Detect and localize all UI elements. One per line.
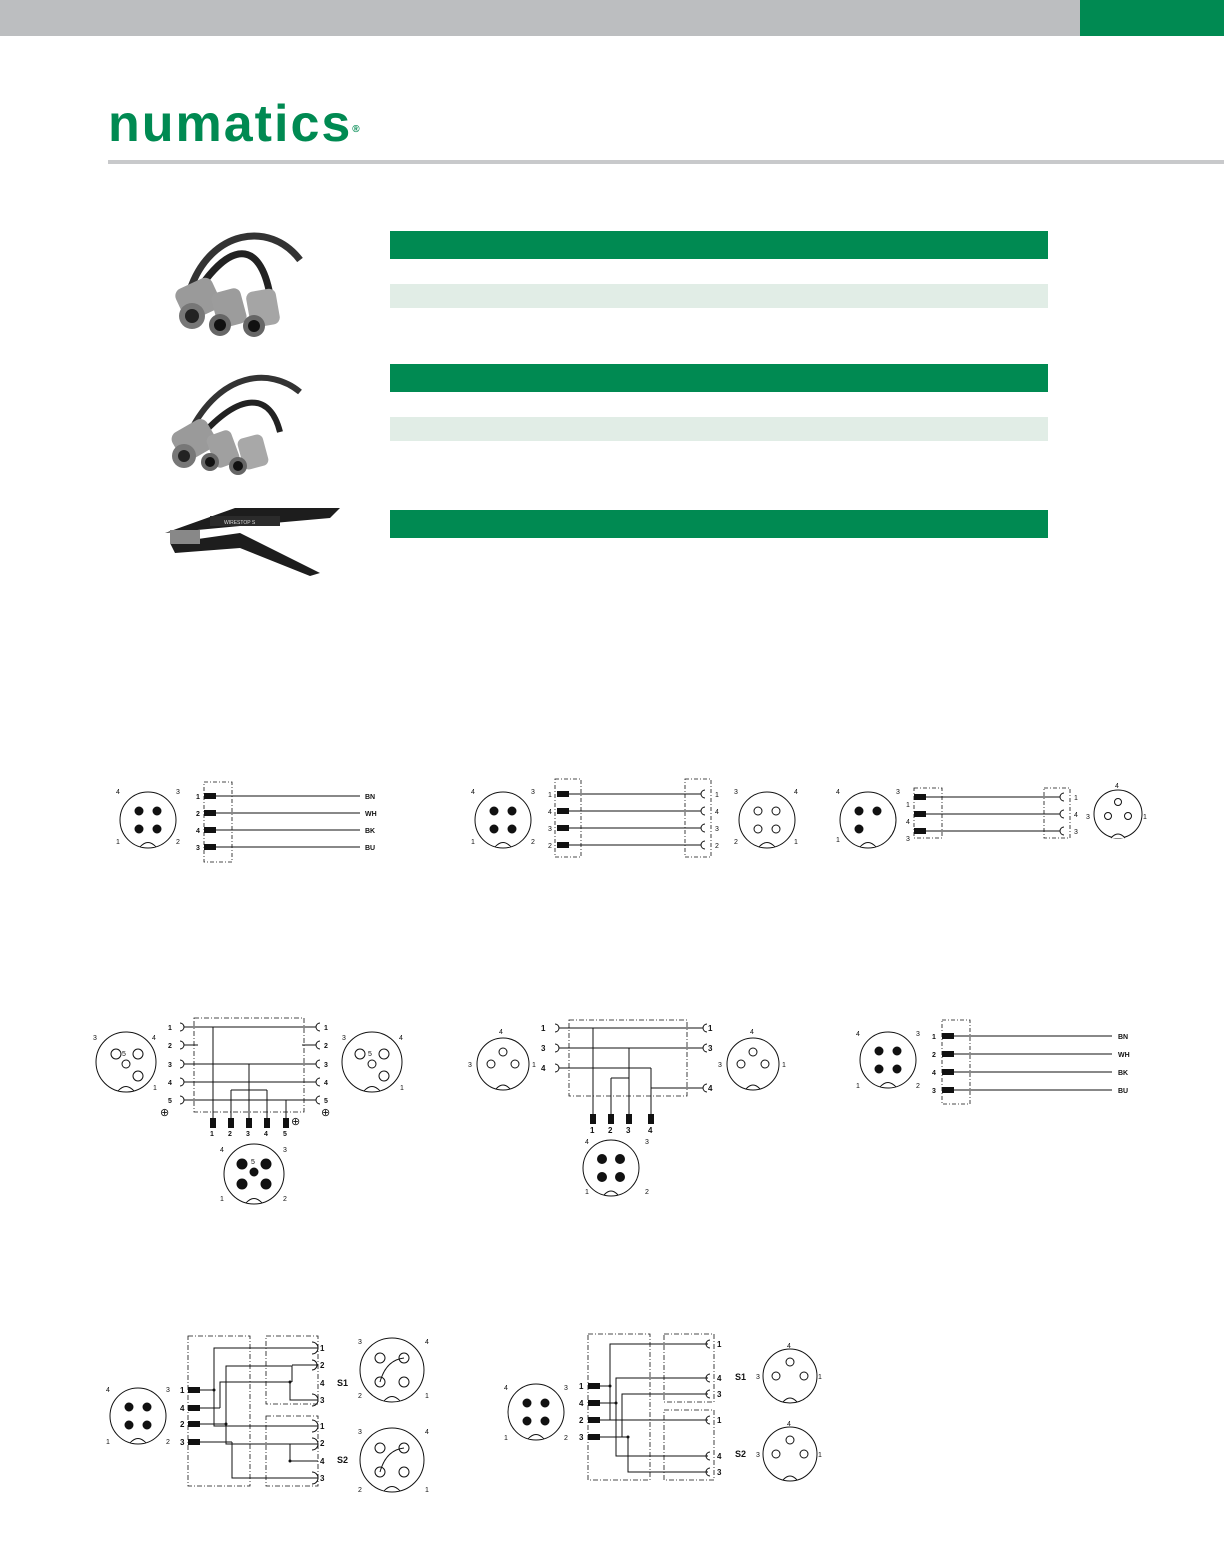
- pin-label: 1: [324, 1025, 328, 1032]
- wiring-diagram-open-leads-2: [850, 1018, 1140, 1110]
- pin-label: 2: [916, 1083, 920, 1090]
- pin-label: 2: [228, 1131, 232, 1138]
- pin-label: 4: [399, 1035, 403, 1042]
- pin-label: 1: [548, 792, 552, 799]
- pin-label: 3: [708, 1044, 713, 1053]
- pin-label: 4: [715, 809, 719, 816]
- pin-label: 2: [608, 1126, 613, 1135]
- pin-label: 1: [504, 1435, 508, 1442]
- pin-label: 2: [531, 839, 535, 846]
- pin-label: 4: [906, 819, 910, 826]
- y-splitter-cable-photo: [150, 220, 340, 345]
- section-band-1: [390, 231, 1048, 259]
- pin-label: 1: [153, 1085, 157, 1092]
- section-band-1-row: [390, 284, 1048, 308]
- pin-label: 3: [196, 845, 200, 852]
- pin-label: 4: [425, 1339, 429, 1346]
- pin-label: 3: [176, 789, 180, 796]
- registered-mark: ®: [352, 124, 362, 135]
- pin-label: 1: [220, 1196, 224, 1203]
- wire-color-label: BU: [1118, 1088, 1129, 1095]
- pin-label: 3: [166, 1387, 170, 1394]
- wiring-diagram-open-leads-1: [110, 780, 390, 870]
- pin-label: 3: [93, 1035, 97, 1042]
- pin-label: 2: [324, 1043, 328, 1050]
- pin-label: 4: [579, 1399, 584, 1408]
- pin-label: 1: [541, 1024, 546, 1033]
- pin-label: 3: [626, 1126, 631, 1135]
- wire-color-label: WH: [1118, 1052, 1130, 1059]
- pin-label: 4: [504, 1385, 508, 1392]
- header-bar: [0, 0, 1224, 36]
- pin-label: 4: [320, 1379, 325, 1388]
- wiring-diagram-y-splitter-5pin: [88, 1012, 418, 1210]
- pin-label: 4: [220, 1147, 224, 1154]
- pin-label: 4: [717, 1374, 722, 1383]
- pin-label: 2: [932, 1052, 936, 1059]
- wire-color-label: BN: [1118, 1034, 1129, 1041]
- pin-label: 4: [425, 1429, 429, 1436]
- pin-label: 4: [708, 1084, 713, 1093]
- pin-label: 1: [708, 1024, 713, 1033]
- pin-label: 4: [152, 1035, 156, 1042]
- pin-label: 2: [579, 1416, 584, 1425]
- pin-label: 3: [548, 826, 552, 833]
- pin-label: 3: [756, 1452, 760, 1459]
- pin-label: 4: [324, 1080, 328, 1087]
- pin-label: 2: [168, 1043, 172, 1050]
- brand-logo: [108, 96, 362, 152]
- pin-label: 2: [645, 1189, 649, 1196]
- pin-label: 2: [358, 1393, 362, 1400]
- pin-label: 1: [794, 839, 798, 846]
- pin-label: 4: [750, 1029, 754, 1036]
- pin-label: 4: [499, 1029, 503, 1036]
- pin-label: 2: [715, 843, 719, 850]
- pin-label: 3: [896, 789, 900, 796]
- pin-label: 3: [541, 1044, 546, 1053]
- pin-label: 1: [717, 1416, 722, 1425]
- ground-icon: ⊕: [321, 1107, 331, 1119]
- y-splitter-cable-photo: [150, 362, 340, 482]
- pin-label: 5: [122, 1051, 126, 1058]
- pin-label: 4: [932, 1070, 936, 1077]
- pin-label: 4: [717, 1452, 722, 1461]
- pin-label: 1: [1143, 814, 1147, 821]
- pin-label: 3: [715, 826, 719, 833]
- pin-label: 3: [564, 1385, 568, 1392]
- pin-label: 1: [425, 1487, 429, 1494]
- pin-label: 5: [324, 1098, 328, 1105]
- pin-label: 1: [782, 1062, 786, 1069]
- pin-label: 1: [1074, 795, 1078, 802]
- pin-label: 4: [180, 1404, 185, 1413]
- ground-icon: ⊕: [160, 1107, 170, 1119]
- pin-label: 4: [116, 789, 120, 796]
- split-label-s1: S1: [337, 1378, 349, 1388]
- pin-label: 4: [836, 789, 840, 796]
- pin-label: 3: [283, 1147, 287, 1154]
- pin-label: 4: [787, 1343, 791, 1350]
- pin-label: 3: [1086, 814, 1090, 821]
- pin-label: 3: [324, 1062, 328, 1069]
- pin-label: 2: [166, 1439, 170, 1446]
- pin-label: 4: [856, 1031, 860, 1038]
- pin-label: 4: [787, 1421, 791, 1428]
- pin-label: 2: [358, 1487, 362, 1494]
- pin-label: 5: [283, 1131, 287, 1138]
- pin-label: 1: [116, 839, 120, 846]
- pin-label: 3: [320, 1396, 325, 1405]
- pin-label: 2: [320, 1361, 325, 1370]
- pin-label: 3: [717, 1468, 722, 1477]
- pin-label: 3: [718, 1062, 722, 1069]
- pin-label: 3: [916, 1031, 920, 1038]
- pin-label: 4: [320, 1457, 325, 1466]
- pin-label: 3: [756, 1374, 760, 1381]
- pin-label: 3: [246, 1131, 250, 1138]
- pin-label: 4: [264, 1131, 268, 1138]
- pin-label: 1: [590, 1126, 595, 1135]
- pin-label: 2: [734, 839, 738, 846]
- wire-stripper-tool-photo: [150, 488, 340, 583]
- pin-label: 1: [856, 1083, 860, 1090]
- pin-label: 1: [320, 1422, 325, 1431]
- pin-label: 3: [342, 1035, 346, 1042]
- pin-label: 2: [320, 1439, 325, 1448]
- ground-icon: ⊕: [291, 1116, 301, 1128]
- wiring-diagram-dual-split-1: [100, 1330, 440, 1500]
- wire-color-label: WH: [365, 811, 377, 818]
- pin-label: 3: [320, 1474, 325, 1483]
- pin-label: 3: [717, 1390, 722, 1399]
- pin-label: 1: [717, 1340, 722, 1349]
- pin-label: 4: [471, 789, 475, 796]
- pin-label: 4: [548, 809, 552, 816]
- pin-label: 3: [531, 789, 535, 796]
- pin-label: 3: [358, 1429, 362, 1436]
- pin-label: 2: [564, 1435, 568, 1442]
- pin-label: 1: [818, 1452, 822, 1459]
- pin-label: 4: [1115, 783, 1119, 790]
- pin-label: 3: [906, 836, 910, 843]
- header-accent: [1080, 0, 1224, 36]
- tool-label: WIRESTOP S: [224, 520, 256, 526]
- pin-label: 2: [180, 1420, 185, 1429]
- pin-label: 1: [400, 1085, 404, 1092]
- pin-label: 1: [715, 792, 719, 799]
- pin-label: 5: [168, 1098, 172, 1105]
- wire-color-label: BK: [365, 828, 376, 835]
- pin-label: 1: [906, 802, 910, 809]
- pin-label: 5: [368, 1051, 372, 1058]
- wiring-diagram-extension-4pin: [465, 776, 810, 872]
- pin-label: 2: [548, 843, 552, 850]
- pin-label: 1: [320, 1344, 325, 1353]
- section-band-3: [390, 510, 1048, 538]
- pin-label: 1: [818, 1374, 822, 1381]
- pin-label: 3: [168, 1062, 172, 1069]
- pin-label: 4: [106, 1387, 110, 1394]
- pin-label: 4: [1074, 812, 1078, 819]
- pin-label: 4: [196, 828, 200, 835]
- pin-label: 1: [471, 839, 475, 846]
- pin-label: 1: [180, 1386, 185, 1395]
- section-band-2: [390, 364, 1048, 392]
- pin-label: 4: [585, 1139, 589, 1146]
- pin-label: 1: [836, 837, 840, 844]
- wire-color-label: BK: [1118, 1070, 1129, 1077]
- pin-label: 4: [168, 1080, 172, 1087]
- wire-color-label: BU: [365, 845, 376, 852]
- pin-label: 3: [579, 1433, 584, 1442]
- pin-label: 1: [579, 1382, 584, 1391]
- section-band-2-row: [390, 417, 1048, 441]
- pin-label: 5: [251, 1159, 255, 1166]
- pin-label: 3: [1074, 829, 1078, 836]
- pin-label: 2: [196, 811, 200, 818]
- split-label-s2: S2: [337, 1455, 349, 1465]
- pin-label: 1: [532, 1062, 536, 1069]
- pin-label: 4: [648, 1126, 653, 1135]
- pin-label: 4: [794, 789, 798, 796]
- pin-label: 3: [645, 1139, 649, 1146]
- pin-label: 3: [358, 1339, 362, 1346]
- wire-color-label: BN: [365, 794, 376, 801]
- pin-label: 3: [734, 789, 738, 796]
- split-label-s1: S1: [735, 1372, 747, 1382]
- pin-label: 1: [168, 1025, 172, 1032]
- pin-label: 1: [210, 1131, 214, 1138]
- pin-label: 1: [196, 794, 200, 801]
- brand-name: numatics: [108, 95, 353, 153]
- split-label-s2: S2: [735, 1449, 747, 1459]
- wiring-diagram-extension-3pin: [830, 780, 1150, 870]
- wiring-diagram-y-splitter-3pin: [465, 1018, 795, 1200]
- pin-label: 1: [585, 1189, 589, 1196]
- pin-label: 1: [932, 1034, 936, 1041]
- pin-label: 2: [283, 1196, 287, 1203]
- pin-label: 3: [180, 1438, 185, 1447]
- pin-label: 1: [106, 1439, 110, 1446]
- wiring-diagram-dual-split-2: [498, 1330, 838, 1490]
- pin-label: 3: [932, 1088, 936, 1095]
- pin-label: 2: [176, 839, 180, 846]
- header-rule: [108, 160, 1224, 164]
- pin-label: 3: [468, 1062, 472, 1069]
- pin-label: 1: [425, 1393, 429, 1400]
- pin-label: 4: [541, 1064, 546, 1073]
